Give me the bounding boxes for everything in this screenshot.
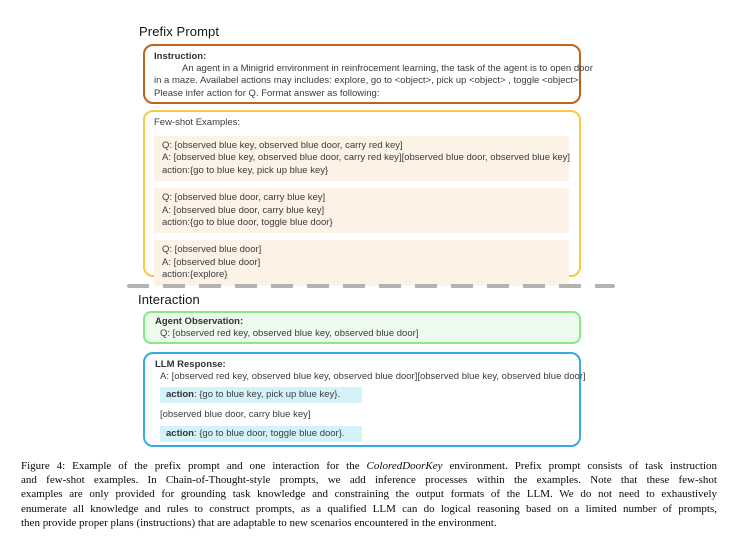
instruction-box [143,44,593,104]
caption-line-5: then provide proper plans (instructions) that are adaptable to new scenarios encountered in the environment. [21,516,497,529]
prefix-prompt-heading: Prefix Prompt [139,24,220,39]
llm-response-action-1-wrap [155,383,569,403]
llm-response-a: A: [observed red key, observed blue key, observed blue door][observed blue key, observed blue door] [160,371,586,382]
example-3-q: Q: [observed blue door] [162,244,262,256]
caption-line-4: enumerate all knowledge and rules to construct prompts, as a qualified LLM can do logical reasoning based on a limited number of prompts, [21,502,717,515]
fewshot-example-2 [154,188,569,233]
caption-environment-name: ColoredDoorKey [366,460,443,472]
example-3-action: action:{explore} [162,269,228,281]
example-1-a: A: [observed blue key, observed blue door, carry red key][observed blue door, observed blue key] [162,152,571,164]
caption-line-1-pre: Figure 4: Example of the prefix prompt and one interaction for the [21,460,367,472]
example-2-q: Q: [observed blue door, carry blue key] [162,192,326,204]
llm-response-action-2-highlight [160,426,362,442]
agent-observation-box [143,311,581,344]
example-3-a: A: [observed blue door] [162,256,261,268]
llm-response-action-1-highlight [160,387,362,403]
llm-response-observation: [observed blue door, carry blue key] [160,409,311,421]
agent-observation-label: Agent Observation: [155,316,244,327]
fewshot-example-3 [154,240,569,285]
example-2-action: action:{go to blue door, toggle blue door} [162,217,333,229]
instruction-line-3: Please infer action for Q. Format answer as following: [154,87,380,99]
action-1-keyword: action [166,389,194,401]
agent-observation-q: Q: [observed red key, observed blue key, observed blue door] [160,328,419,339]
action-1-text: : {go to blue key, pick up blue key}. [193,389,341,401]
llm-response-label: LLM Response: [155,359,226,370]
instruction-line-2: in a maze. Availabel actions may includes: explore, go to <object>, pick up <object> , toggle <object>. [154,75,582,87]
instruction-line-1: An agent in a Minigrid environment in reinfrocement learning, the task of the agent is to open door [182,63,593,74]
figure-caption [21,459,717,530]
section-divider-dashed-line [127,284,615,288]
example-2-a: A: [observed blue door, carry blue key] [162,204,325,216]
action-2-keyword: action [166,427,194,439]
caption-line-1 [21,459,717,473]
caption-line-1-post: environment. Prefix prompt consists of task instruction [442,460,717,472]
caption-line-2: and few-shot examples. In Chain-of-Thought-style prompts, we add inference processes within the examples. Note that these few-shot [21,474,717,487]
action-2-text: : {go to blue door, toggle blue door}. [193,427,345,439]
interaction-heading: Interaction [138,292,200,307]
fewshot-example-1 [154,136,569,181]
llm-response-box [143,352,586,447]
llm-response-action-2-wrap [155,422,569,442]
caption-line-3: examples are only provided for grounding task knowledge and constraining the output formats of the LLM. We do not need to exhaustively [21,488,717,501]
example-1-q: Q: [observed blue key, observed blue door, carry red key] [162,140,403,151]
fewshot-label: Few-shot Examples: [154,117,241,128]
example-1-action: action:{go to blue key, pick up blue key} [162,164,329,176]
instruction-label: Instruction: [154,51,207,62]
fewshot-examples-box [143,110,581,281]
